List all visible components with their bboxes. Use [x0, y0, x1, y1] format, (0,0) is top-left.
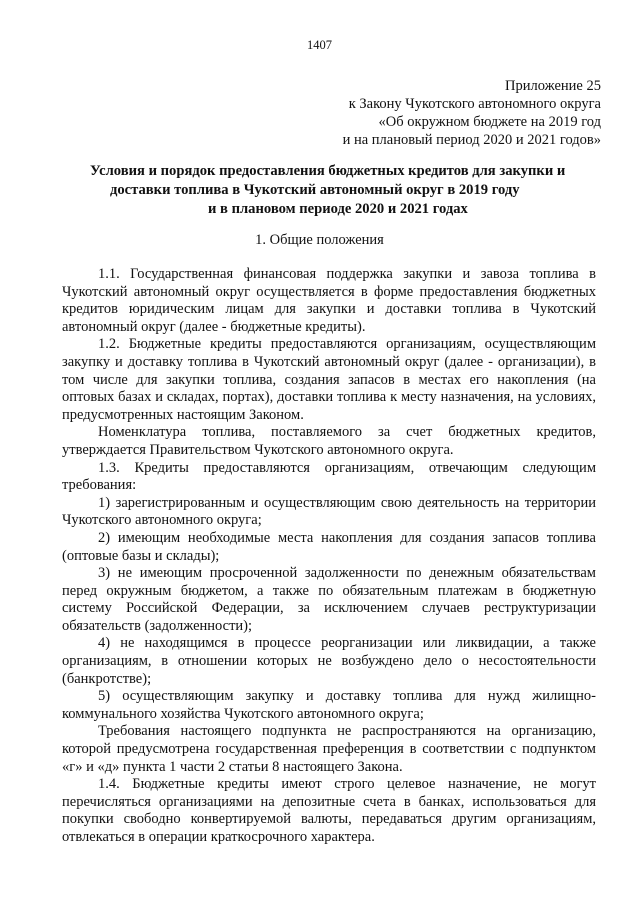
appendix-line: Приложение 25 [505, 78, 601, 94]
paragraph: 1.2. Бюджетные кредиты предоставляются организациям, осуществляющим закупку и доставку топлива в Чукотский автономный округ (далее - организации), в том числе для закупки топлива, создания запасов в местах его накопления (на оптовых базах и складах, портах), доставки топлива к месту назначения, на условиях, предусмотренных настоящим Законом. [62, 336, 596, 423]
title-line: доставки топлива в Чукотский автономный округ в 2019 году [110, 182, 520, 198]
body-text [62, 266, 596, 847]
appendix-line: к Закону Чукотского автономного округа [348, 96, 601, 112]
paragraph: 4) не находящимся в процессе реорганизации или ликвидации, а также организациям, в отношении которых не возбуждено дело о несостоятельности (банкротстве); [62, 635, 596, 687]
paragraph: 2) имеющим необходимые места накопления для создания запасов топлива (оптовые базы и склады); [62, 529, 596, 564]
paragraph: 1.3. Кредиты предоставляются организациям, отвечающим следующим требования: [62, 459, 596, 494]
title-line: Условия и порядок предоставления бюджетных кредитов для закупки и [90, 163, 566, 179]
paragraph: 1) зарегистрированным и осуществляющим свою деятельность на территории Чукотского автономного округа; [62, 494, 596, 529]
appendix-block [343, 77, 601, 149]
paragraph: 1.1. Государственная финансовая поддержка закупки и завоза топлива в Чукотский автономный округ осуществляется в форме предоставления бюджетных кредитов юридическим лицам для закупки и доставки топлива в Чукотский автономный округ (далее - бюджетные кредиты). [62, 266, 596, 335]
paragraph: 5) осуществляющим закупку и доставку топлива для нужд жилищно-коммунального хозяйства Чукотского автономного округа; [62, 688, 596, 722]
paragraph: 1.4. Бюджетные кредиты имеют строго целевое назначение, не могут перечисляться организациями на депозитные счета в банках, использоваться для покупки свободно конвертируемой валюты, передаваться другим организациям, отвлекаться в операции краткосрочного характера. [62, 776, 596, 845]
appendix-line: «Об окружном бюджете на 2019 год [378, 114, 601, 130]
title-line: и в плановом периоде 2020 и 2021 годах [208, 201, 468, 217]
appendix-line: и на плановый период 2020 и 2021 годов» [342, 132, 601, 148]
paragraph: Требования настоящего подпункта не распространяются на организацию, которой предусмотрена государственная преференция в соответствии с подпунктом «г» и «д» пункта 1 части 2 статьи 8 настоящего Закона. [62, 723, 596, 775]
page-number: 1407 [307, 38, 332, 52]
section-heading: 1. Общие положения [255, 232, 384, 248]
paragraph: Номенклатура топлива, поставляемого за счет бюджетных кредитов, утверждается Правительством Чукотского автономного округа. [62, 424, 596, 458]
paragraph: 3) не имеющим просроченной задолженности по денежным обязательствам перед окружным бюджетом, а также по обязательным платежам в бюджетную систему Российской Федерации, за исключением случаев реструктуризации обязательств (задолженности); [62, 565, 596, 634]
document-title [90, 162, 600, 219]
